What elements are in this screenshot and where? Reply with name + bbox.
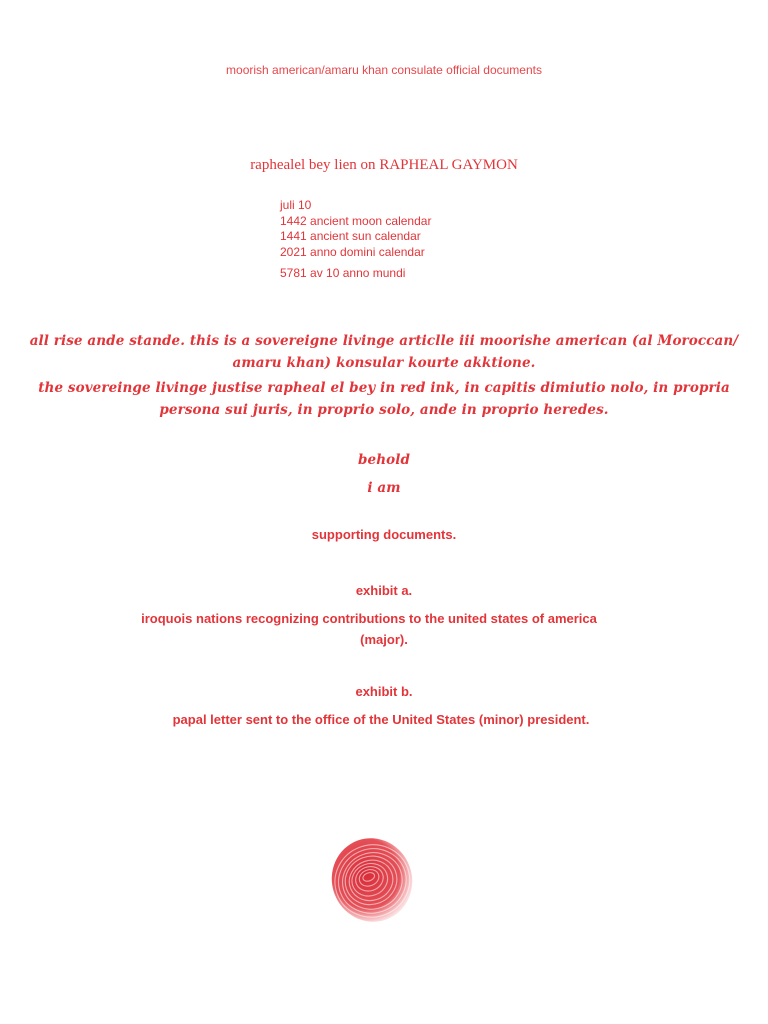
supporting-documents-heading: supporting documents. bbox=[311, 527, 457, 542]
declaration-line: persona sui juris, in proprio solo, ande in proprio heredes. bbox=[159, 402, 609, 418]
exhibit-b-description: papal letter sent to the office of the United States (minor) president. bbox=[172, 712, 590, 727]
title-prefix: raphealel bey lien on bbox=[250, 157, 380, 173]
title-name: RAPHEAL GAYMON bbox=[379, 157, 518, 173]
exhibit-a-label: exhibit a. bbox=[355, 583, 413, 598]
consulate-header: moorish american/amaru khan consulate official documents bbox=[226, 63, 542, 77]
date-line: 1442 ancient moon calendar bbox=[280, 213, 432, 228]
date-line: juli 10 bbox=[280, 198, 312, 212]
declaration-line: amaru khan) konsular kourte akktione. bbox=[232, 355, 536, 371]
date-block bbox=[280, 198, 431, 282]
exhibit-b-label: exhibit b. bbox=[355, 684, 413, 699]
date-line: 5781 av 10 anno mundi bbox=[280, 266, 406, 280]
declaration-line: all rise ande stande. this is a sovereigne livinge articlle iii moorishe american (al Moroccan/ bbox=[29, 333, 739, 349]
date-line: 2021 anno domini calendar bbox=[280, 244, 425, 259]
declaration-line: the sovereinge livinge justise rapheal el bey in red ink, in capitis dimiutio nolo, in propria bbox=[38, 380, 730, 396]
behold-text: behold bbox=[357, 452, 411, 468]
document-title bbox=[0, 157, 768, 174]
exhibit-a-description-cont: (major). bbox=[360, 632, 408, 647]
thumbprint-icon bbox=[328, 836, 420, 926]
exhibit-a-description: iroquois nations recognizing contributions to the united states of america bbox=[141, 611, 597, 626]
date-line: 1441 ancient sun calendar bbox=[280, 229, 421, 243]
i-am-text: i am bbox=[367, 480, 401, 496]
